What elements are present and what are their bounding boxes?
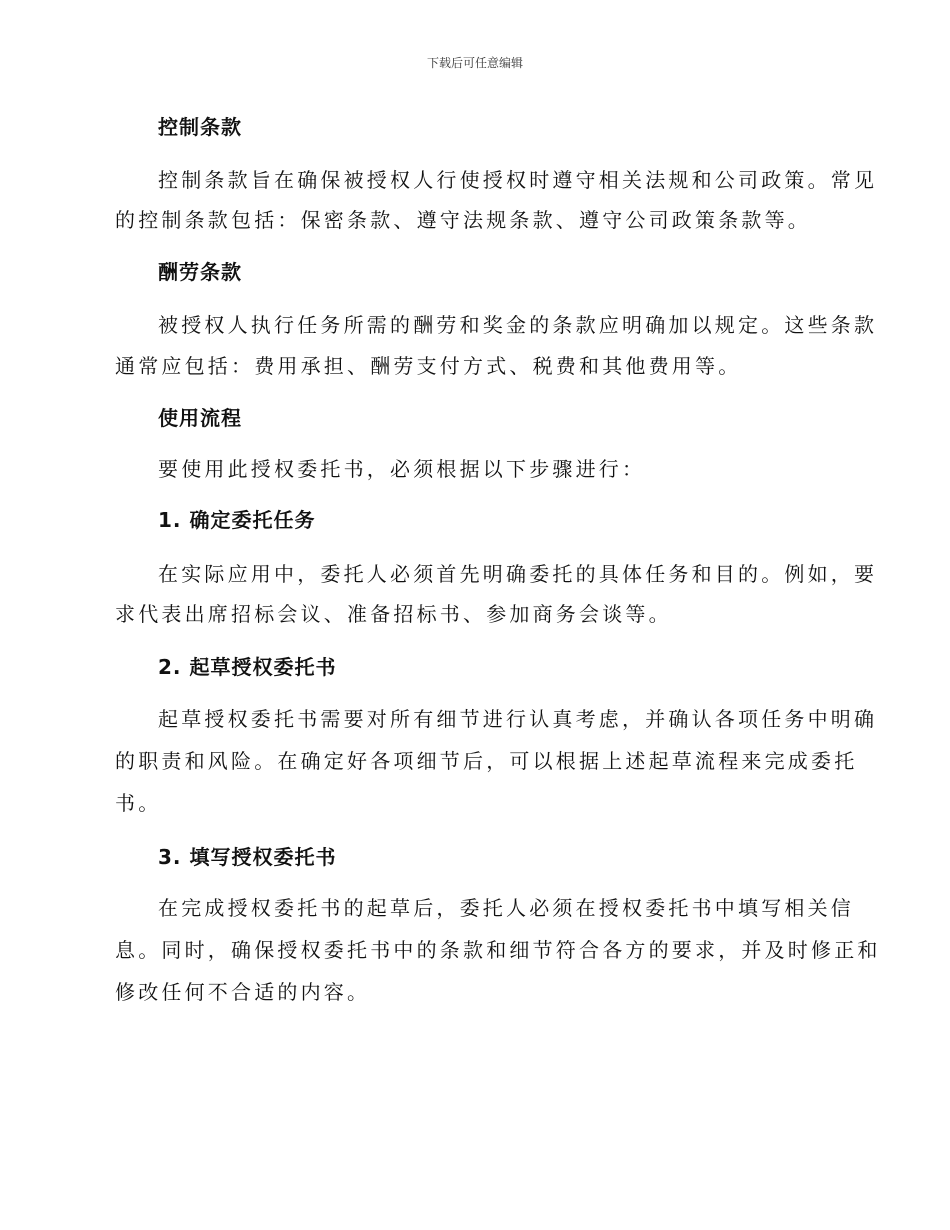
section-heading: 1. 确定委托任务 [158, 508, 316, 532]
section-heading: 控制条款 [158, 115, 242, 139]
paragraph-line: 修改任何不合适的内容。 [115, 980, 371, 1004]
paragraph-line: 通常应包括：费用承担、酬劳支付方式、税费和其他费用等。 [115, 354, 742, 378]
paragraph-line: 要使用此授权委托书，必须根据以下步骤进行： [158, 457, 646, 481]
paragraph-line: 的职责和风险。在确定好各项细节后，可以根据上述起草流程来完成委托 [115, 749, 858, 773]
paragraph-line: 书。 [115, 791, 162, 815]
paragraph-line: 求代表出席招标会议、准备招标书、参加商务会谈等。 [115, 602, 672, 626]
paragraph-line: 的控制条款包括：保密条款、遵守法规条款、遵守公司政策条款等。 [115, 208, 811, 232]
paragraph-line: 在实际应用中，委托人必须首先明确委托的具体任务和目的。例如，要 [158, 562, 878, 586]
paragraph-line: 被授权人执行任务所需的酬劳和奖金的条款应明确加以规定。这些条款 [158, 313, 878, 337]
section-heading: 使用流程 [158, 406, 242, 430]
paragraph-line: 息。同时，确保授权委托书中的条款和细节符合各方的要求，并及时修正和 [115, 938, 881, 962]
section-heading: 2. 起草授权委托书 [158, 655, 337, 679]
paragraph-line: 控制条款旨在确保被授权人行使授权时遵守相关法规和公司政策。常见 [158, 168, 878, 192]
paragraph-line: 在完成授权委托书的起草后，委托人必须在授权委托书中填写相关信 [158, 896, 854, 920]
section-heading: 3. 填写授权委托书 [158, 845, 337, 869]
section-heading: 酬劳条款 [158, 260, 242, 284]
paragraph-line: 起草授权委托书需要对所有细节进行认真考虑，并确认各项任务中明确 [158, 707, 878, 731]
page-header: 下载后可任意编辑 [426, 56, 523, 70]
